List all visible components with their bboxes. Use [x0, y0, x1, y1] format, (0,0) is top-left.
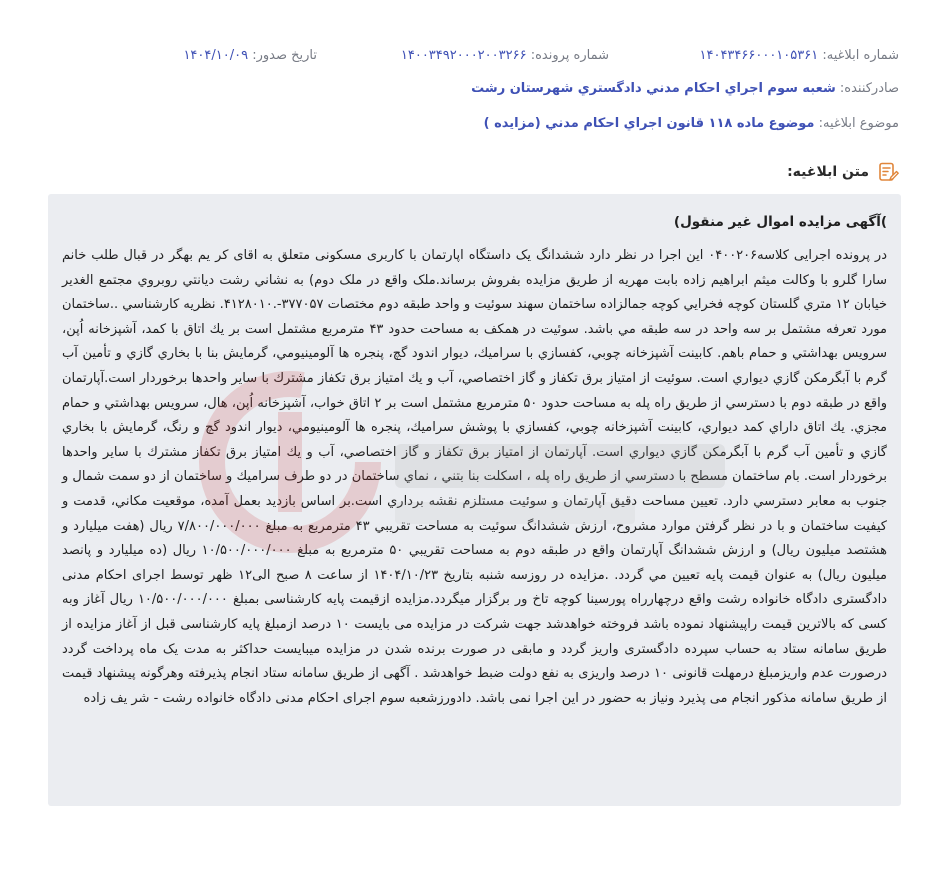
notice-section-title-text: متن ابلاغیه: [787, 164, 869, 180]
notice-number-label: شماره ابلاغیه: [822, 48, 899, 63]
issuer-row [0, 76, 939, 102]
notice-section-title [787, 158, 899, 186]
issue-date-label: تاریخ صدور: [252, 48, 317, 63]
issue-date-value: ۱۴۰۴/۱۰/۰۹ [183, 48, 249, 63]
subject-label: موضوع ابلاغیه: [818, 116, 899, 131]
issue-date [183, 43, 317, 69]
issuer [471, 76, 899, 102]
notice-number-value: ۱۴۰۴۳۴۶۶۰۰۰۱۰۵۳۶۱ [699, 48, 819, 63]
subject-value: موضوع ماده ۱۱۸ قانون اجراي احكام مدني (مزايده ) [483, 116, 815, 131]
document-edit-icon [877, 161, 899, 183]
subject-row [0, 111, 939, 137]
issuer-label: صادرکننده: [839, 81, 899, 96]
issuer-value: شعبه سوم اجراي احكام مدني دادگستري شهرستان رشت [471, 81, 836, 96]
case-number-label: شماره پرونده: [530, 48, 609, 63]
case-number [401, 43, 609, 69]
notice-body-box [48, 194, 901, 806]
case-number-value: ۱۴۰۰۳۴۹۲۰۰۰۲۰۰۳۲۶۶ [400, 48, 527, 63]
notice-body-text: در پرونده اجرایی کلاسه۰۴۰۰۲۰۶ این اجرا در نظر دارد ششدانگ یک داستگاه اپارتمان با کاربری مسکونی متعلق به اقای کر یم بهگر در قبال طلب خانم سارا گلرو با وکالت میثم ابراهیم زاده بابت مهریه از طریق مزایده بفروش برساند.ملک واقع در ملک دوم) به نشاني رشت ديانتي روبروي مجتمع الغدير خيابان ۱۲ متري گلستان کوچه فخرايي کوچه جمالزاده ساختمان سهند سوئيت و واحد طبقه دوم مختصات ۳۷۷۰۵۷-.۴۱۲۸۰۱۰. نظريه کارشناسي ..ساختمان مورد تعرفه مشتمل بر سه واحد در سه طبقه مي باشد. سوئيت در همکف به مساحت حدود ۴۳ مترمربع مشتمل است بر يك اتاق با کمد، آشپزخانه اُپن، سرويس بهداشتي و حمام باهم. کابينت آشپزخانه چوبي، کفسازي با سراميك، ديوار اندود گچ، پنجره ها آلومينيومي، گرمايش بنا با بخاري گازي و تأمين آب گرم با آبگرمکن گازي ديواري است. سوئيت از امتياز برق تکفاز و گاز اختصاصي، آب و يك امتياز برق تکفاز مشترك با ساير واحدها برخوردار است.آپارتمان واقع در طبقه دوم با دسترسي از طريق راه پله به مساحت حدود ۵۰ مترمربع مشتمل است بر ۲ اتاق خواب، آشپزخانه اُپن، هال، سرويس بهداشتي و حمام مجزي. يك اتاق داراي کمد ديواري، کابينت آشپزخانه چوبي، کفسازي با پوشش سراميك، پنجره ها آلومينيومي، ديوار اندود گچ و رنگ، گرمايش با بخاري گازي و تأمين آب گرم با آبگرمکن گازي ديواري است. آپارتمان از امتياز برق تکفاز و گاز اختصاصي، آب و يك امتياز برق تکفاز مشترك با ساير واحدها برخوردار است. بام ساختمان مسطح با دسترسي از طريق راه پله ، اسکلت بنا بتني ، نماي ساختمان در دو طرف سراميك و ساختمان از دو سمت شمال و جنوب به معابر دسترسي دارد. تعيين مساحت دقيق آپارتمان و سوئيت مستلزم نقشه برداري است.بر اساس بازديد بعمل آمده، موقعيت مکاني، قدمت و کيفيت ساختمان و با در نظر گرفتن موارد مشروح، ارزش ششدانگ سوئيت به مساحت تقريبي ۴۳ مترمربع به مبلغ ۷/۸۰۰/۰۰۰/۰۰۰ ريال (هفت ميليارد و هشتصد ميليون ريال) و ارزش ششدانگ آپارتمان واقع در طبقه دوم به مساحت تقريبي ۵۰ مترمربع به مبلغ ۱۰/۵۰۰/۰۰۰/۰۰۰ ريال (ده ميليارد و پانصد ميليون ريال) به عنوان قيمت پايه تعيين مي گردد. .مزایده در روزسه شنبه بتاریخ ۱۴۰۴/۱۰/۲۳ از ساعت ۸ صبح الی۱۲ ظهر توسط اجرای احکام مدنی دادگستری دادگاه خانواده رشت واقع درچهارراه پورسینا کوچه تاخ ور برگزار میگردد.مزایده ازقیمت پایه کارشناسی بمبلغ ۱۰/۵۰۰/۰۰۰/۰۰۰ ریال آغاز وبه کسی که بالاترین قیمت راپیشنهاد نموده باشد فروخته خواهدشد جهت شرکت در مزایده می بایست ۱۰ درصد ازمبلغ پایه کارشناسی قبل از آغاز مزایده از طریق سامانه ستاد به حساب سپرده دادگستری واریز گردد و مابقی در صورت برنده شدن در مزایده میبایست حداکثر به مدت یک ماه پرداخت گردد درصورت عدم واریزمبلغ درمهلت قانونی ۱۰ درصد واریزی به نفع دولت ضبط خواهدشد . آگهی از طریق سامانه ستاد انجام پذیرفته وهرگونه پیشنهاد قیمت از طریق سامانه مذکور انجام می پذیرد ونیاز به حضور در این اجرا نمی باشد. دادورزشعبه سوم اجرای احکام مدنی دادگاه خانواده رشت - شر یف زاده [62, 248, 887, 706]
subject [484, 111, 899, 137]
notice-heading: )آگهی مزایده اموال غیر منقول) [673, 214, 887, 230]
notice-number [700, 43, 900, 69]
header-ids-row [0, 43, 939, 69]
